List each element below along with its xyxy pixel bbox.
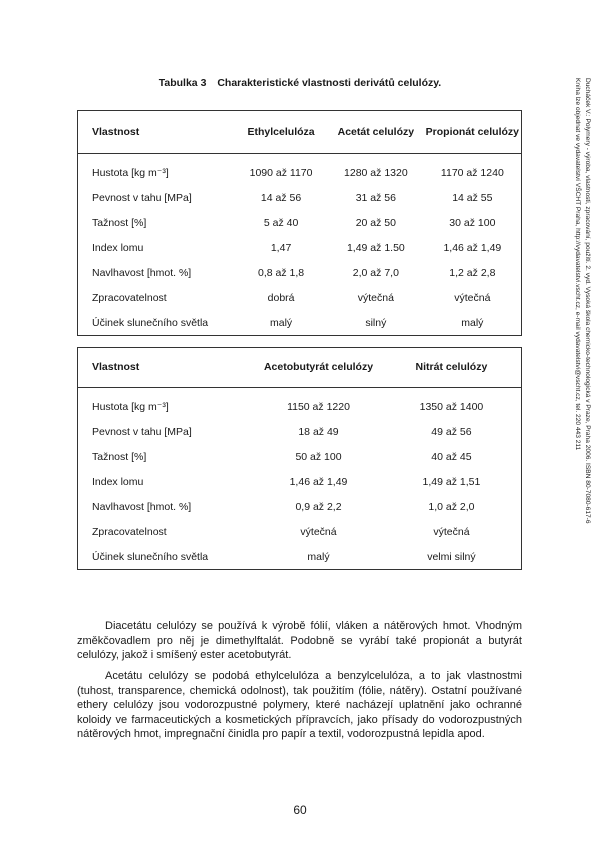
table-row bbox=[78, 444, 522, 469]
body-paragraph: Acetátu celulózy se podobá ethylcelulóza a benzylcelulóza, a to jak vlastnostmi (tuhost, transparence, chemická odolnost), tak použitím (fólie, nátěry). Ostatní používané ethery celulózy jsou vodorozpustné polymery, které nacházejí uplatnění jako ochranné koloidy ve farmaceutických a kosmetických přípravcích, jako přísady do vodorozpustných nátěrových hmot, impregnační činidla pro papír a textil, vodorozpustná lepidla apod. bbox=[77, 670, 522, 740]
table-cell: Tažnost [%] bbox=[92, 216, 147, 229]
table-cell: výtečná bbox=[433, 525, 470, 538]
column-header: Vlastnost bbox=[78, 111, 235, 154]
table-header-row bbox=[78, 111, 522, 154]
column-header: Vlastnost bbox=[78, 348, 256, 388]
table-cell: 1,49 až 1.50 bbox=[346, 241, 405, 254]
properties-table-2 bbox=[77, 347, 522, 570]
table-cell: 20 až 50 bbox=[355, 216, 396, 229]
table-cell: Navlhavost [hmot. %] bbox=[92, 266, 192, 279]
table-cell: 1350 až 1400 bbox=[419, 400, 484, 413]
table-cell: 1170 až 1240 bbox=[440, 166, 504, 179]
table-cell: 1,46 až 1,49 bbox=[289, 475, 348, 488]
column-header: Acetobutyrát celulózy bbox=[255, 348, 382, 388]
citation-line: Kniha lze objednat ve vydavatelství VŠCHT Praha, http://vydavatelstvi.vscht.cz, e-mail vydavatelstvi@vscht.cz, tel. 220 443 211 bbox=[574, 78, 581, 451]
table-cell: malý bbox=[307, 550, 330, 563]
column-header: Propionát celulózy bbox=[424, 111, 522, 154]
table-cell: 1,2 až 2,8 bbox=[449, 266, 496, 279]
table-row bbox=[78, 185, 522, 210]
table-cell: 2,0 až 7,0 bbox=[352, 266, 399, 279]
table-cell: Index lomu bbox=[92, 241, 144, 254]
table-row bbox=[78, 154, 522, 186]
table-header-row bbox=[78, 348, 522, 388]
properties-table-1 bbox=[77, 110, 522, 336]
table-cell: Hustota [kg m⁻³] bbox=[92, 166, 169, 179]
table-cell: 14 až 56 bbox=[260, 191, 302, 204]
table-cell: výtečná bbox=[454, 291, 491, 304]
table-cell: 18 až 49 bbox=[298, 425, 339, 438]
page-number: 60 bbox=[293, 803, 307, 817]
table-cell: dobrá bbox=[267, 291, 295, 304]
table-row bbox=[78, 285, 522, 310]
table-cell: 50 až 100 bbox=[295, 450, 342, 463]
citation-line: Ducháček V.: Polymery - výroba, vlastnosti, zpracování, použití. 2. vyd. Vysoká škola chemicko-technologická v Praze, Praha 2006. ISBN 80-7080-617-6 bbox=[584, 78, 591, 524]
table-cell: Hustota [kg m⁻³] bbox=[92, 400, 169, 413]
table-cell: Zpracovatelnost bbox=[92, 291, 167, 304]
table-cell: 14 až 55 bbox=[452, 191, 493, 204]
table-cell: Navlhavost [hmot. %] bbox=[92, 500, 192, 513]
table-cell: 1,49 až 1,51 bbox=[422, 475, 481, 488]
table-cell: Pevnost v tahu [MPa] bbox=[92, 191, 192, 204]
table-row bbox=[78, 469, 522, 494]
column-header: Ethylcelulóza bbox=[234, 111, 328, 154]
table-cell: 1,0 až 2,0 bbox=[428, 500, 475, 513]
table-cell: Index lomu bbox=[92, 475, 144, 488]
table-row bbox=[78, 235, 522, 260]
table-cell: 1150 až 1220 bbox=[287, 400, 350, 413]
table-row bbox=[78, 419, 522, 444]
table-cell: Účinek slunečního světla bbox=[92, 550, 209, 563]
body-paragraph: Diacetátu celulózy se používá k výrobě fólií, vláken a nátěrových hmot. Vhodným změkčovadlem pro něj je dimethylftalát. Podobně se vyrábí také propionát a butyrát celulózy, jakož i smíšený ester acetobutyrát. bbox=[77, 620, 522, 661]
table-cell: 0,9 až 2,2 bbox=[295, 500, 342, 513]
table-cell: 49 až 56 bbox=[431, 425, 472, 438]
table-row bbox=[78, 494, 522, 519]
table-cell: Tažnost [%] bbox=[92, 450, 147, 463]
table-cell: malý bbox=[461, 316, 484, 329]
table-caption bbox=[0, 77, 600, 89]
table-row bbox=[78, 210, 522, 235]
table-row bbox=[78, 310, 522, 336]
table-cell: výtečná bbox=[357, 291, 394, 304]
table-title: Charakteristické vlastnosti derivátů celulózy. bbox=[217, 77, 442, 89]
column-header: Nitrát celulózy bbox=[382, 348, 522, 388]
table-cell: výtečná bbox=[300, 525, 337, 538]
table-cell: 1,46 až 1,49 bbox=[443, 241, 502, 254]
table-cell: 30 až 100 bbox=[449, 216, 496, 229]
table-row bbox=[78, 544, 522, 570]
table-cell: Zpracovatelnost bbox=[92, 525, 167, 538]
table-cell: 1090 až 1170 bbox=[249, 166, 313, 179]
side-citation bbox=[562, 78, 592, 618]
table-cell: 1280 až 1320 bbox=[344, 166, 408, 179]
table-cell: silný bbox=[365, 316, 387, 329]
table-cell: 5 až 40 bbox=[263, 216, 299, 229]
table-cell: 0,8 až 1,8 bbox=[258, 266, 305, 279]
table-row bbox=[78, 260, 522, 285]
table-cell: Účinek slunečního světla bbox=[92, 316, 209, 329]
table-number: Tabulka 3 bbox=[158, 77, 207, 89]
table-row bbox=[78, 388, 522, 420]
table-row bbox=[78, 519, 522, 544]
table-cell: Pevnost v tahu [MPa] bbox=[92, 425, 192, 438]
table-cell: malý bbox=[269, 316, 293, 329]
table-cell: velmi silný bbox=[427, 550, 476, 563]
table-cell: 31 až 56 bbox=[355, 191, 396, 204]
table-cell: 40 až 45 bbox=[431, 450, 472, 463]
column-header: Acetát celulózy bbox=[328, 111, 424, 154]
table-cell: 1,47 bbox=[270, 241, 292, 254]
